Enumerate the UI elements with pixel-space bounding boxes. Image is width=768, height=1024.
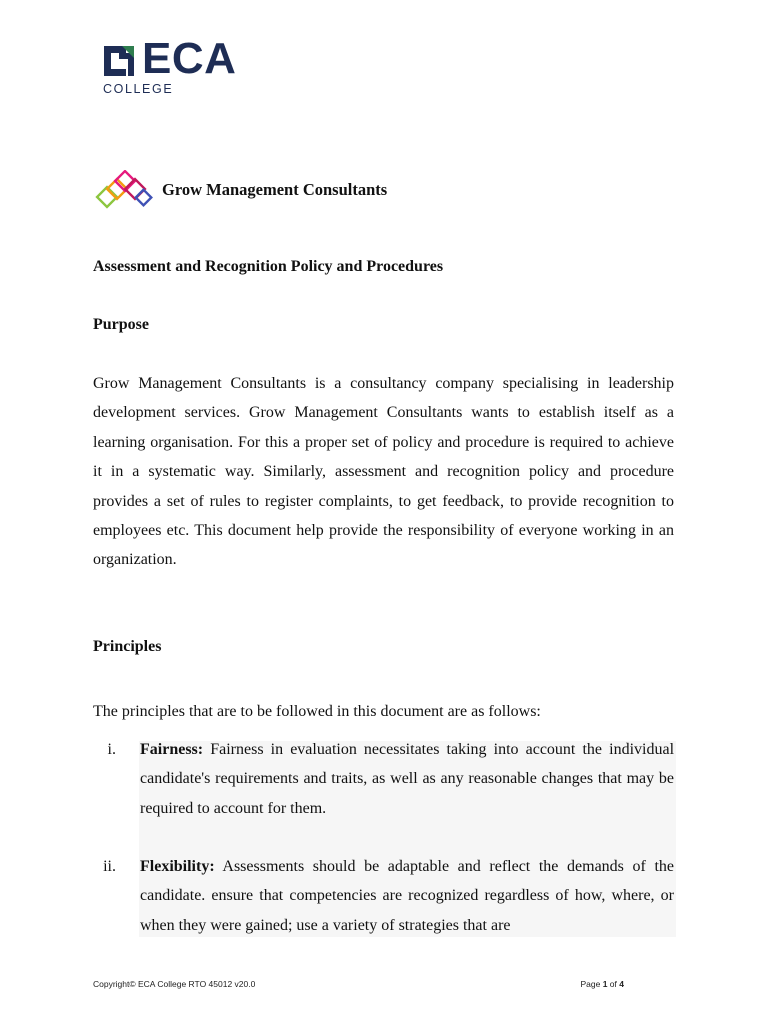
footer-page-number <box>580 979 624 989</box>
eca-logo-text: ECA <box>142 34 237 83</box>
page-of: of <box>609 979 617 989</box>
page-total: 4 <box>619 979 624 989</box>
list-item-term: Flexibility: <box>140 858 215 875</box>
list-item-description: Fairness in evaluation necessitates taking into account the individual candidate's requirements and traits, as well as any reasonable changes that may be required to account for them. <box>140 741 675 817</box>
company-name: Grow Management Consultants <box>162 180 388 199</box>
list-item-number: ii. <box>103 858 116 875</box>
principles-heading: Principles <box>93 638 162 655</box>
page-current: 1 <box>602 979 608 989</box>
document-title: Assessment and Recognition Policy and Procedures <box>93 258 444 275</box>
purpose-paragraph: Grow Management Consultants is a consultancy company specialising in leadership development services. Grow Management Consultants wants to establish itself as a learning organisation. For this a proper set of policy and procedure is required to achieve it in a systematic way. Similarly, assessment and recognition policy and procedure provides a set of rules to register complaints, to get feedback, to provide recognition to employees etc. This document help provide the responsibility of everyone working in an organization. <box>93 375 674 569</box>
list-item-description: Assessments should be adaptable and reflect the demands of the candidate. ensure that competencies are recognized regardless of how, where, or when they were gained; use a variety of strategies that are <box>140 858 674 934</box>
footer-copyright: Copyright© ECA College RTO 45012 v20.0 <box>93 979 256 989</box>
page-label: Page <box>580 979 601 989</box>
purpose-heading: Purpose <box>93 316 149 333</box>
principles-intro: The principles that are to be followed in this document are as follows: <box>93 703 541 720</box>
list-item-text <box>140 852 674 937</box>
list-item-number: i. <box>107 741 116 758</box>
list-item-term: Fairness: <box>140 741 204 758</box>
list-item-text <box>140 735 674 823</box>
eca-logo-subtext: COLLEGE <box>103 82 174 96</box>
